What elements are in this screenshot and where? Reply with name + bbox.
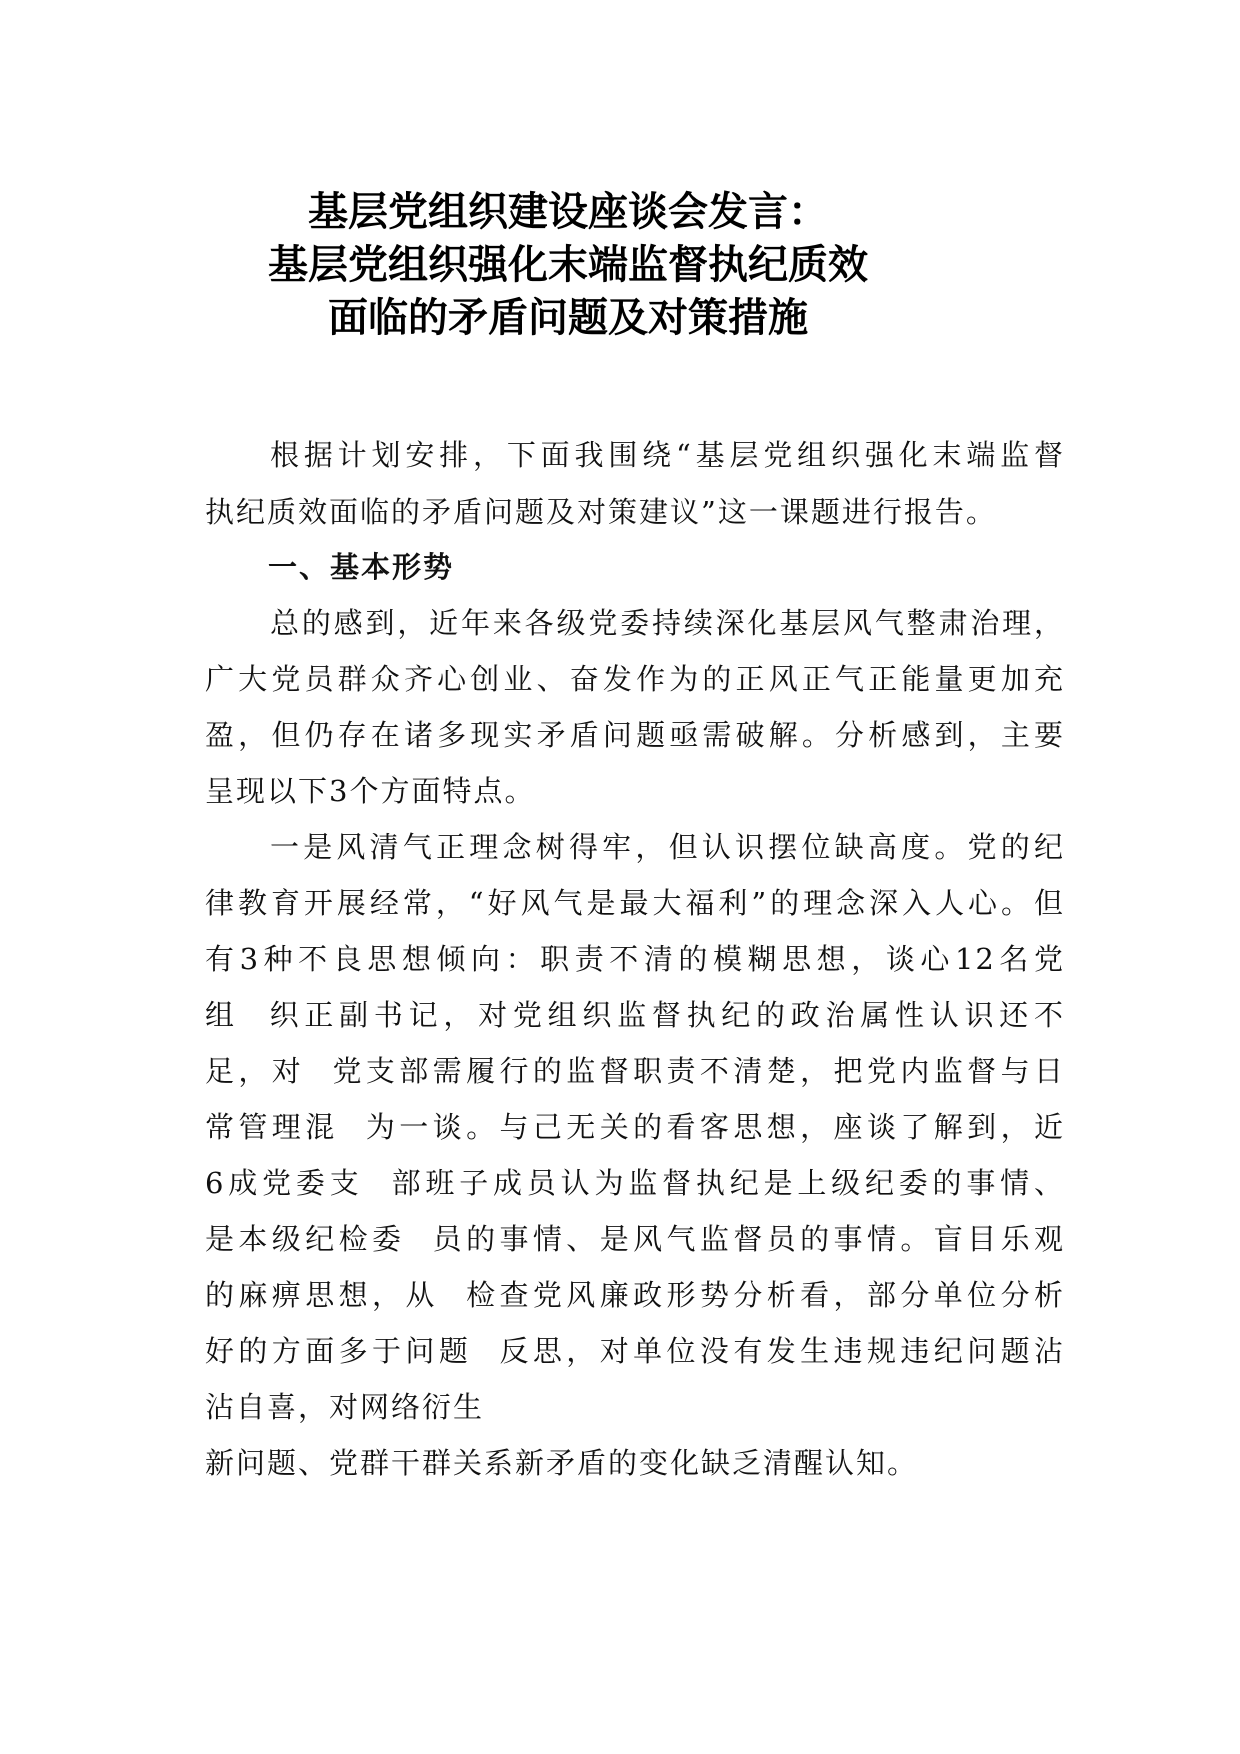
body-line: 盈，但仍存在诸多现实矛盾问题亟需破解。分析感到，主要 [205, 718, 1065, 752]
body-line: 律教育开展经常，“好风气是最大福利”的理念深入人心。但 [205, 886, 1065, 920]
body-line: 新问题、党群干群关系新矛盾的变化缺乏清醒认知。 [205, 1446, 919, 1480]
body-line: 一是风清气正理念树得牢，但认识摆位缺高度。党的纪 [270, 830, 1065, 864]
body-line: 呈现以下3个方面特点。 [205, 774, 536, 808]
body-line: 是本级纪检委 员的事情、是风气监督员的事情。盲目乐观 [205, 1222, 1065, 1256]
body-line: 常管理混 为一谈。与己无关的看客思想，座谈了解到，近 [205, 1110, 1065, 1144]
body-line: 足，对 党支部需履行的监督职责不清楚，把党内监督与日 [205, 1054, 1065, 1088]
intro-line-1: 根据计划安排，下面我围绕“基层党组织强化末端监督 [270, 438, 1065, 472]
body-line: 6成党委支 部班子成员认为监督执纪是上级纪委的事情、 [205, 1166, 1065, 1200]
body-line: 总的感到，近年来各级党委持续深化基层风气整肃治理， [270, 606, 1065, 640]
body-line: 好的方面多于问题 反思，对单位没有发生违规违纪问题沾 [205, 1334, 1065, 1368]
body-line: 沾自喜，对网络衍生 [205, 1390, 485, 1424]
body-line: 有3种不良思想倾向：职责不清的模糊思想，谈心12名党 [205, 942, 1065, 976]
document-title-line-2: 基层党组织强化末端监督执纪质效 [268, 241, 868, 288]
section-heading: 一、基本形势 [268, 550, 455, 584]
body-line: 广大党员群众齐心创业、奋发作为的正风正气正能量更加充 [205, 662, 1065, 696]
document-title-line-3: 面临的矛盾问题及对策措施 [328, 294, 808, 341]
body-line: 组 织正副书记，对党组织监督执纪的政治属性认识还不 [205, 998, 1065, 1032]
body-line: 的麻痹思想，从 检查党风廉政形势分析看，部分单位分析 [205, 1278, 1065, 1312]
document-title-line-1: 基层党组织建设座谈会发言： [308, 188, 828, 235]
intro-line-2: 执纪质效面临的矛盾问题及对策建议”这一课题进行报告。 [205, 495, 997, 529]
